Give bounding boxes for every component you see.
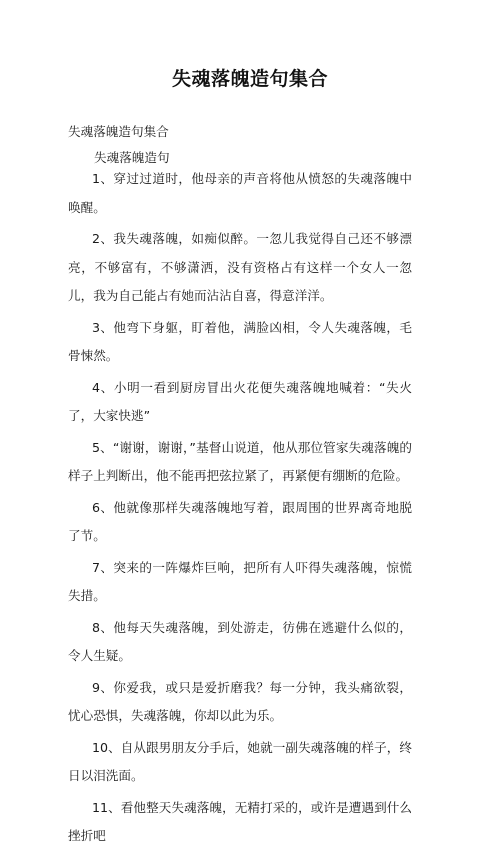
paragraph-8: 8、他每天失魂落魄，到处游走，彷佛在逃避什么似的，令人生疑。	[68, 619, 412, 663]
paragraph-6: 6、他就像那样失魂落魄地写着，跟周围的世界离奇地脱了节。	[68, 499, 412, 543]
paragraph-5: 5、“谢谢，谢谢，”基督山说道，他从那位管家失魂落魄的样子上判断出，他不能再把弦拉紧了，再紧便有绷断的危险。	[68, 439, 412, 483]
paragraph-2: 2、我失魂落魄，如痴似醉。一忽儿我觉得自己还不够漂亮，不够富有，不够潇洒，没有资格占有这样一个女人一忽儿，我为自己能占有她而沾沾自喜，得意洋洋。	[68, 231, 412, 303]
paragraph-4: 4、小明一看到厨房冒出火花便失魂落魄地喊着：“失火了，大家快逃”	[68, 379, 412, 423]
paragraph-7: 7、突来的一阵爆炸巨响，把所有人吓得失魂落魄，惊慌失措。	[68, 559, 412, 603]
paragraph-9: 9、你爱我，或只是爱折磨我？每一分钟，我头痛欲裂，忧心恐惧，失魂落魄，你却以此为乐。	[68, 679, 412, 723]
section-heading: 失魂落魄造句	[94, 150, 170, 165]
document-subtitle: 失魂落魄造句集合	[68, 124, 169, 139]
paragraph-10: 10、自从跟男朋友分手后，她就一副失魂落魄的样子，终日以泪洗面。	[68, 739, 412, 783]
paragraph-11: 11、看他整天失魂落魄，无精打采的，或许是遭遇到什么挫折吧	[68, 799, 412, 843]
document-title: 失魂落魄造句集合	[171, 68, 328, 90]
document-body	[68, 165, 412, 854]
paragraph-1: 1、穿过过道时，他母亲的声音将他从愤怒的失魂落魄中唤醒。	[68, 171, 412, 215]
paragraph-3: 3、他弯下身躯，盯着他，满脸凶相，令人失魂落魄，毛骨悚然。	[68, 319, 412, 363]
